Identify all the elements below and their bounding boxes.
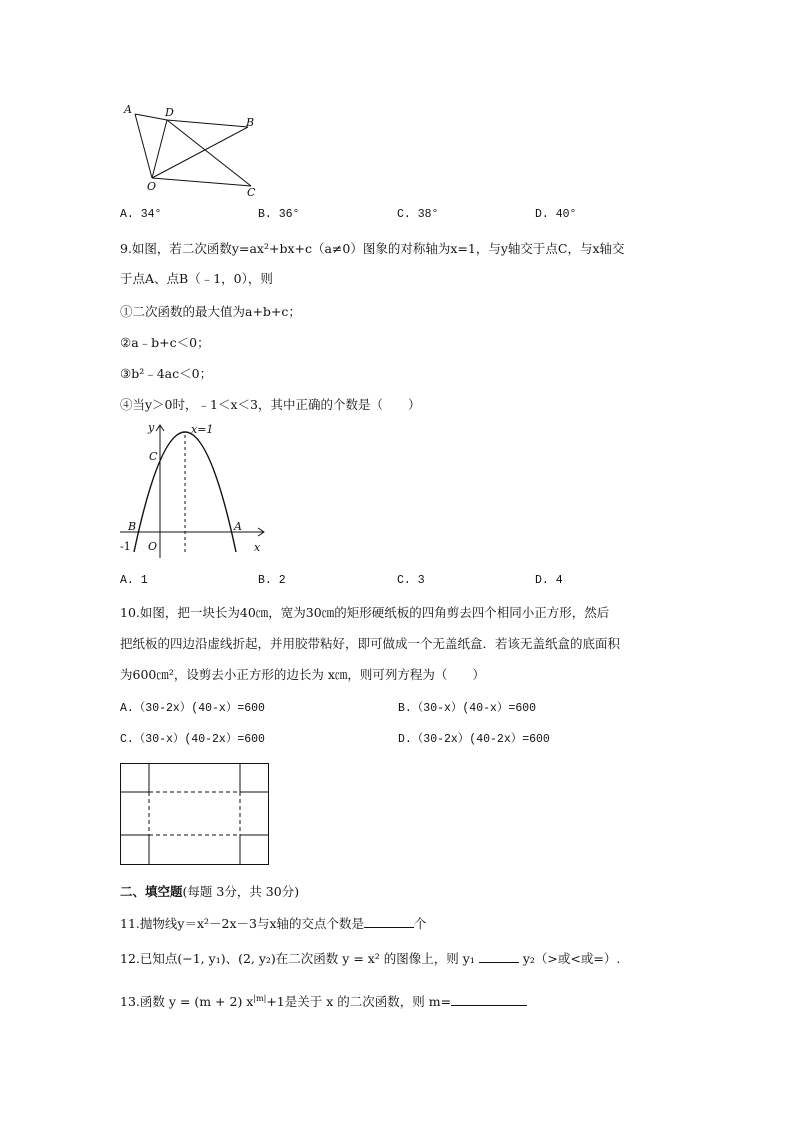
q8-label-o: O <box>147 180 157 193</box>
q8-label-a: A <box>124 103 132 116</box>
q8-option-a: A. 34° <box>120 208 162 221</box>
q9-option-c: C. 3 <box>397 574 425 587</box>
q13-exponent: |m| <box>253 994 267 1003</box>
q9-statement-1: ①二次函数的最大值为a+b+c； <box>120 304 301 319</box>
q9-graph-axis-label: x=1 <box>191 423 214 436</box>
q13-answer-blank[interactable] <box>451 993 527 1006</box>
q11-line <box>120 915 427 933</box>
q11-text: 11.抛物线y＝x²－2x－3与x轴的交点个数是 <box>120 916 365 931</box>
q9-graph-y: y <box>148 421 155 434</box>
q9-graph-x: x <box>254 541 261 554</box>
q10-stem-line2: 把纸板的四边沿虚线折起，并用胶带粘好，即可做成一个无盖纸盒．若该无盖纸盒的底面积 <box>120 636 621 651</box>
q9-option-a: A. 1 <box>120 574 148 587</box>
q8-figure <box>120 100 270 200</box>
q10-cardboard-figure <box>120 763 270 866</box>
q9-statement-2: ②a﹣b+c＜0； <box>120 335 210 350</box>
q12-line <box>120 950 620 968</box>
q10-option-b: B.（30-x）(40-x）=600 <box>398 702 537 715</box>
q13-line <box>120 990 527 1011</box>
q9-statement-3: ③b²﹣4ac＜0； <box>120 366 213 381</box>
q9-stem-line1: 9.如图，若二次函数y=ax²+bx+c（a≠0）图象的对称轴为x=1，与y轴交于点C，与x轴交 <box>120 241 625 256</box>
q12-mid: y₂ <box>522 951 535 966</box>
q8-label-d: D <box>165 106 174 119</box>
q9-graph-o: O <box>148 540 158 553</box>
q10-option-a: A.（30-2x）(40-x）=600 <box>120 702 265 715</box>
section-2-note: (每题 3分，共 30分) <box>182 884 300 899</box>
q8-label-c: C <box>247 186 256 199</box>
q12-text: 12.已知点(−1, y₁)、(2, y₂)在二次函数 y = x² 的图像上，则 y₁ <box>120 951 475 966</box>
q8-label-b: B <box>246 116 255 129</box>
q9-stem-line2: 于点A、点B（﹣1，0），则 <box>120 271 273 286</box>
q10-option-c: C.（30-x）(40-2x）=600 <box>120 733 265 746</box>
q10-stem-line3: 为600㎝²，设剪去小正方形的边长为 x㎝，则可列方程为（ ） <box>120 667 485 682</box>
q9-graph-minus1: -1 <box>120 540 131 553</box>
q11-answer-blank[interactable] <box>364 915 414 928</box>
q9-graph-c: C <box>149 450 158 463</box>
q11-suffix: 个 <box>414 916 427 931</box>
section-2-heading <box>120 883 299 901</box>
q13-text: 13.函数 y = (m + 2) x <box>120 994 254 1010</box>
q9-statement-4: ④当y＞0时，﹣1＜x＜3，其中正确的个数是（ ） <box>120 397 421 412</box>
q8-option-d: D. 40° <box>535 208 577 221</box>
q9-option-b: B. 2 <box>258 574 286 587</box>
q9-option-d: D. 4 <box>535 574 563 587</box>
q9-parabola-graph <box>116 420 270 562</box>
q9-graph-a: A <box>234 520 242 533</box>
q10-option-d: D.（30-2x）(40-2x）=600 <box>398 733 550 746</box>
q8-option-c: C. 38° <box>397 208 439 221</box>
q13-mid: +1是关于 x 的二次函数，则 m= <box>266 994 452 1010</box>
q12-suffix: （>或<或=）. <box>534 951 621 966</box>
q9-graph-b: B <box>128 520 137 533</box>
section-2-title: 二、填空题 <box>120 884 183 899</box>
q10-stem-line1: 10.如图，把一块长为40㎝，宽为30㎝的矩形硬纸板的四角剪去四个相同小正方形，然后 <box>120 605 610 620</box>
q12-answer-blank[interactable] <box>479 950 519 963</box>
q8-option-b: B. 36° <box>258 208 300 221</box>
